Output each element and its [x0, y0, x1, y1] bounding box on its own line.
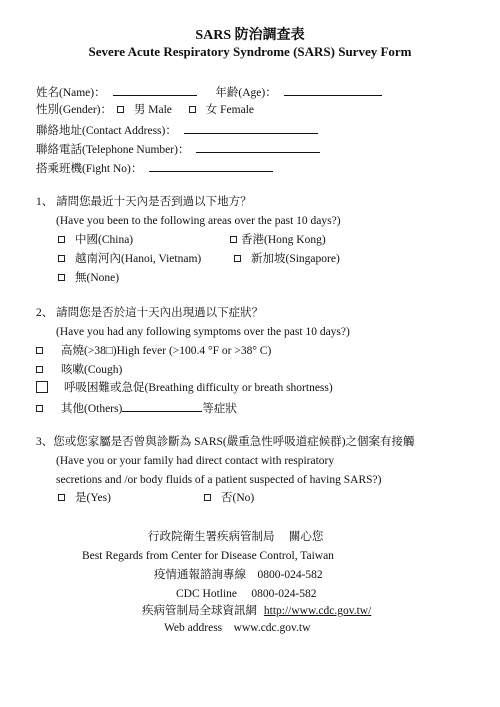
address-row	[36, 122, 318, 138]
none-label: 無(None)	[75, 272, 120, 284]
others-checkbox[interactable]	[36, 405, 43, 412]
no-checkbox[interactable]	[204, 494, 211, 501]
yes-label: 是(Yes)	[75, 492, 111, 504]
q3-question-zh: 3、您或您家屬是否曾與診斷為 SARS(嚴重急性呼吸道症候群)之個案有接觸	[36, 436, 415, 448]
breath-checkbox[interactable]	[36, 381, 48, 393]
regards-en: Best Regards from Center for Disease Control, Taiwan	[82, 550, 334, 562]
web-address-en: Web address www.cdc.gov.tw	[164, 622, 311, 634]
singapore-checkbox[interactable]	[234, 255, 241, 262]
no-label: 否(No)	[221, 492, 255, 504]
others-field[interactable]	[122, 400, 202, 412]
hongkong-checkbox[interactable]	[230, 236, 237, 243]
q3-option-yes	[58, 491, 111, 505]
female-label: 女 Female	[205, 104, 255, 116]
address-label: 聯絡地址(Contact Address)：	[36, 125, 177, 137]
name-label: 姓名(Name)：	[36, 87, 106, 99]
age-label: 年齡(Age)：	[215, 87, 277, 99]
breath-label: 呼吸困難或急促(Breathing difficulty or breath shortness)	[64, 382, 333, 394]
china-label: 中國(China)	[75, 234, 134, 246]
gender-label: 性別(Gender)：	[36, 104, 113, 116]
q1-option-vietnam	[58, 252, 201, 266]
china-checkbox[interactable]	[58, 236, 65, 243]
male-checkbox[interactable]	[117, 106, 124, 113]
male-label: 男 Male	[133, 104, 172, 116]
q3-question-en-2: secretions and /or body fluids of a patient suspected of having SARS?)	[56, 474, 382, 486]
q1-option-singapore	[234, 252, 340, 266]
q2-option-breath	[36, 381, 333, 395]
q3-option-no	[204, 491, 254, 505]
q1-option-china	[58, 233, 133, 247]
fever-label: 高燒(>38□)High fever (>100.4 °F or >38° C)	[61, 345, 272, 357]
cough-checkbox[interactable]	[36, 366, 43, 373]
vietnam-checkbox[interactable]	[58, 255, 65, 262]
none-checkbox[interactable]	[58, 274, 65, 281]
q2-option-fever	[36, 344, 271, 358]
flight-row	[36, 160, 273, 176]
q2-question-en: (Have you had any following symptoms over the past 10 days?)	[56, 326, 350, 338]
name-row	[36, 84, 382, 100]
female-checkbox[interactable]	[189, 106, 196, 113]
form-title-english: Severe Acute Respiratory Syndrome (SARS) Survey Form	[88, 44, 412, 59]
q2-option-others	[36, 400, 237, 416]
form-title-chinese: SARS 防治調查表	[195, 28, 305, 43]
website-row	[142, 604, 371, 618]
q3-question-en-1: (Have you or your family had direct contact with respiratory	[56, 455, 335, 467]
others-label: 其他(Others)	[61, 403, 123, 415]
q2-question-zh: 2、 請問您是否於這十天內出現過以下症狀？	[36, 307, 264, 319]
cough-label: 咳嗽(Cough)	[61, 364, 123, 376]
flight-field[interactable]	[149, 160, 273, 172]
website-link[interactable]: http://www.cdc.gov.tw/	[263, 605, 372, 617]
name-field[interactable]	[113, 84, 197, 96]
q1-question-zh: 1、 請問您最近十天內是否到過以下地方？	[36, 196, 252, 208]
gender-row	[36, 103, 254, 117]
hotline-en: CDC Hotline 0800-024-582	[176, 588, 317, 600]
q1-option-hongkong	[230, 233, 326, 247]
q2-option-cough	[36, 363, 122, 377]
phone-label: 聯絡電話(Telephone Number)：	[36, 144, 190, 156]
address-field[interactable]	[184, 122, 318, 134]
flight-label: 搭乘班機(Fight No)：	[36, 163, 143, 175]
fever-checkbox[interactable]	[36, 347, 43, 354]
yes-checkbox[interactable]	[58, 494, 65, 501]
singapore-label: 新加坡(Singapore)	[251, 253, 340, 265]
q1-question-en: (Have you been to the following areas over the past 10 days?)	[56, 215, 341, 227]
hongkong-label: 香港(Hong Kong)	[241, 234, 326, 246]
hotline-zh: 疫情通報諮詢專線 0800-024-582	[154, 569, 323, 581]
age-field[interactable]	[284, 84, 382, 96]
phone-row	[36, 141, 320, 157]
website-label: 疾病管制局全球資訊網	[142, 605, 257, 617]
phone-field[interactable]	[196, 141, 320, 153]
regards-zh: 行政院衛生署疾病管制局 關心您	[148, 531, 324, 543]
q1-option-none	[58, 271, 119, 285]
others-suffix: 等症狀	[202, 403, 237, 415]
vietnam-label: 越南河內(Hanoi, Vietnam)	[75, 253, 202, 265]
